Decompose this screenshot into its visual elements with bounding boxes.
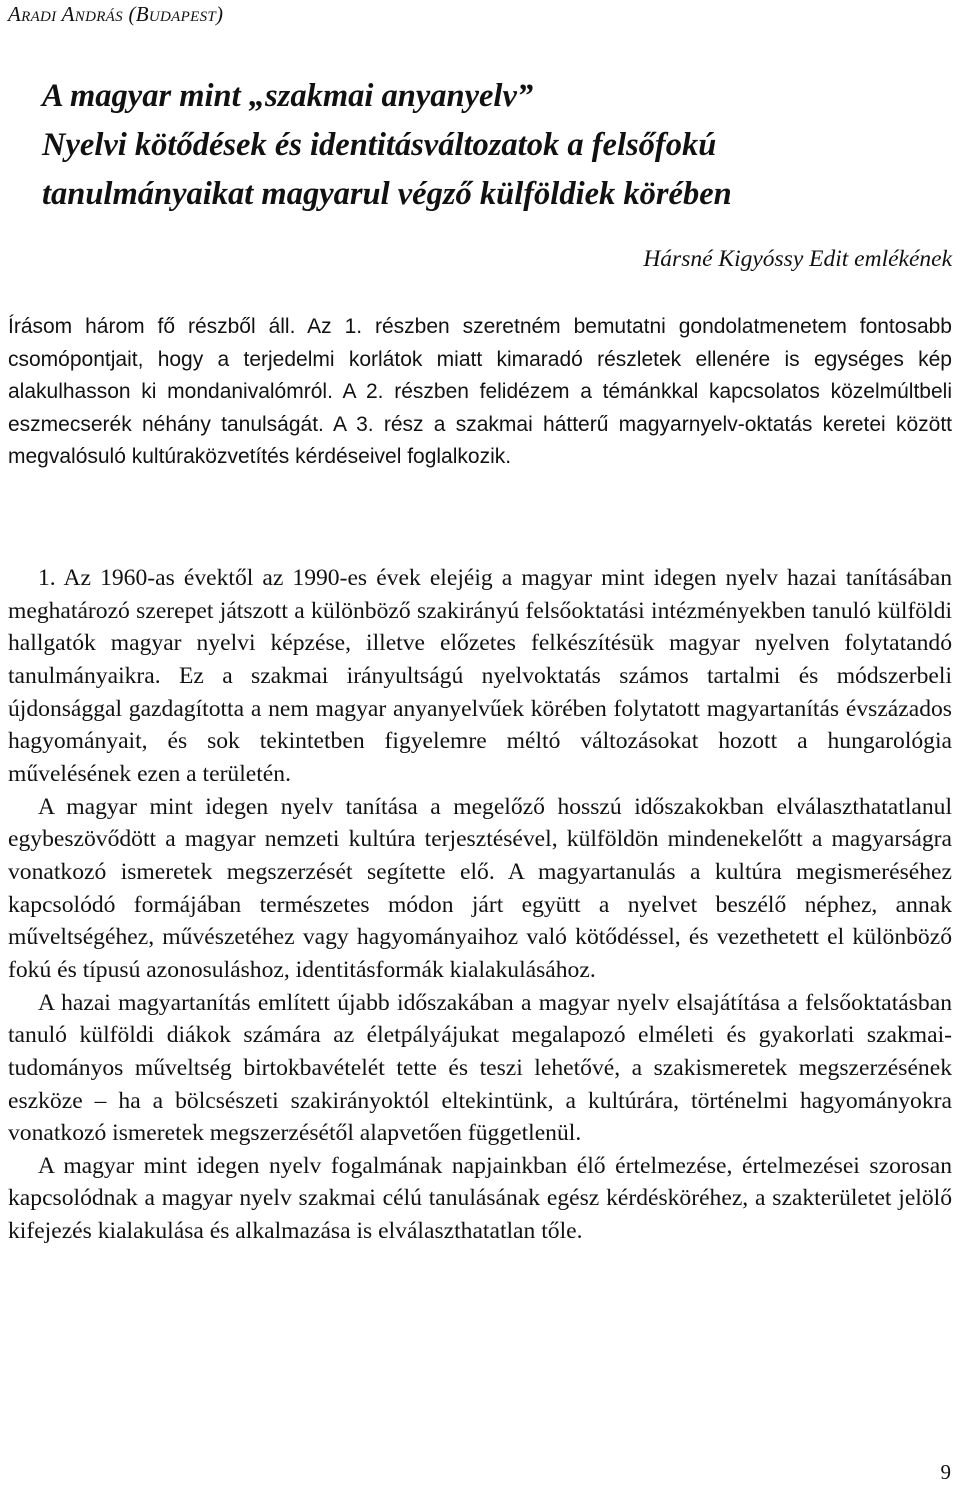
page-number: 9 <box>940 1460 951 1484</box>
title-line-3: tanulmányaikat magyarul végző külföldiek körében <box>42 176 732 212</box>
dedication: Hársné Kigyóssy Edit emlékének <box>643 246 952 272</box>
body-text <box>8 562 952 1248</box>
body-paragraph-2: A magyar mint idegen nyelv tanítása a megelőző hosszú időszakokban elválaszthatatlanul egybeszövődött a magyar nemzeti kultúra terjesztésével, külföldön mindenekelőtt a magyarságra vonatkozó ismeretek megszerzését segítette elő. A magyartanulás a kultúra megismeréséhez kapcsolódó formájában természetes módon járt együtt a nyelvet beszélő néphez, annak műveltségéhez, művészetéhez vagy hagyományaihoz való kötődéssel, és vezethetett el különböző fokú és típusú azonosuláshoz, identitásformák kialakulásához. <box>8 793 952 983</box>
intro-paragraph: Írásom három fő részből áll. Az 1. részben szeretném bemutatni gondolatmenetem fontosabb csomópontjait, hogy a terjedelmi korlátok miatt kimaradó részletek ellenére is egységes kép alakulhasson ki mondanivalómról. A 2. részben felidézem a témánkkal kapcsolatos közelmúltbeli eszmecserék néhány tanulságát. A 3. rész a szakmai hátterű magyarnyelv-oktatás keretei között megvalósuló kultúraközvetítés kérdéseivel foglalkozik. <box>8 315 952 469</box>
author-heading: Aradi András (Budapest) <box>8 2 224 26</box>
article-title <box>42 72 942 219</box>
title-line-2: Nyelvi kötődések és identitásváltozatok a felsőfokú <box>42 127 717 163</box>
body-paragraph-1: 1. Az 1960-as évektől az 1990-es évek elejéig a magyar mint idegen nyelv hazai tanításában meghatározó szerepet játszott a különböző szakirányú felsőoktatási intézményekben tanuló külföldi hallgatók magyar nyelvi képzése, illetve előzetes felkészítésük magyar nyelven folytatandó tanulmányaikra. Ez a szakmai irányultságú nyelvoktatás számos tartalmi és módszerbeli újdonsággal gazdagította a nem magyar anyanyelvűek körében folytatott magyartanítás évszázados hagyományait, és sok tekintetben figyelemre méltó változásokat hozott a hungarológia művelésének ezen a területén. <box>8 565 952 787</box>
title-line-1: A magyar mint „szakmai anyanyelv” <box>42 78 534 114</box>
body-paragraph-3: A hazai magyartanítás említett újabb időszakában a magyar nyelv elsajátítása a felsőoktatásban tanuló külföldi diákok számára az életpályájukat megalapozó elméleti és gyakorlati szakmai-tudományos műveltség birtokbavételét tette és teszi lehetővé, a szakismeretek megszerzésének eszköze – ha a bölcsészeti szakirányoktól eltekintünk, a kultúrára, történelmi hagyományokra vonatkozó ismeretek megszerzésétől alapvetően függetlenül. <box>8 989 952 1147</box>
body-paragraph-4: A magyar mint idegen nyelv fogalmának napjainkban élő értelmezése, értelmezései szorosan kapcsolódnak a magyar nyelv szakmai célú tanulásának egész kérdésköréhez, a szakterületet jelölő kifejezés kialakulása és alkalmazása is elválaszthatatlan tőle. <box>8 1152 952 1245</box>
